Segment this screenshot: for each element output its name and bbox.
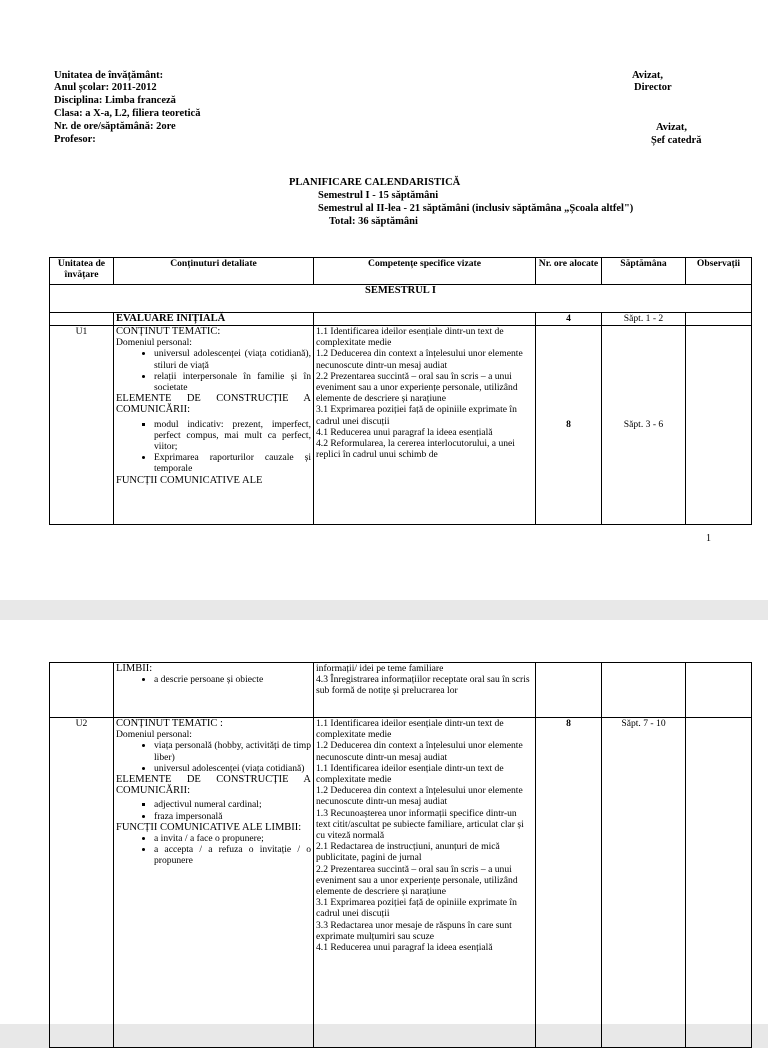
continued-row (50, 663, 752, 718)
cont-week (602, 663, 686, 718)
table-header-row (50, 258, 752, 285)
eval-unit (50, 313, 114, 326)
u1-elem-list (116, 419, 311, 453)
u2-unit: U2 (50, 718, 114, 1048)
semester-row (50, 285, 752, 313)
competence-item: 3.1 Exprimarea poziției față de opiniile exprimate în cadrul unei discuții (316, 897, 517, 920)
competence-item: 1.1 Identificarea ideilor esențiale dintr-un text de complexitate medie (316, 762, 504, 786)
u1-observations (686, 326, 752, 525)
header-school: Unitatea de învățământ: (54, 70, 164, 81)
header-sef-catedra: Șef catedră (651, 135, 702, 146)
cont-hours (536, 663, 602, 718)
u1-domeniu: Domeniul personal: (116, 337, 192, 349)
page-number: 1 (706, 533, 711, 544)
col-header-unit: Unitatea de învățare (50, 258, 114, 285)
u1-content (114, 326, 314, 525)
list-item: • universul adolescenței (viața cotidiană) (154, 763, 311, 774)
document-page-2 (0, 620, 768, 1024)
competence-item: 2.1 Redactarea de instrucțiuni, anunțuri de mică publicitate, pagini de jurnal (316, 841, 500, 864)
cont-observations (686, 663, 752, 718)
u1-hours: 8 (536, 326, 602, 525)
header-discipline: Disciplina: Limba franceză (54, 95, 176, 106)
competence-item: 3.3 Redactarea unor mesaje de răspuns în care sunt exprimate mulțumiri sau scuze (316, 919, 512, 942)
u2-elem: ELEMENTE DE CONSTRUCȚIE A COMUNICĂRII: (116, 774, 311, 797)
u2-func-list (116, 833, 311, 867)
title-semester-1: Semestrul I - 15 săptămâni (318, 190, 439, 201)
list-item: • Exprimarea raporturilor cauzale și temporale (154, 452, 311, 474)
competence-item: 4.2 Reformularea, la cererea interlocutorului, a unei replici în cadrul unui schimb de (316, 438, 515, 461)
header-year: Anul școlar: 2011-2012 (54, 82, 157, 93)
competence-item: 2.2 Prezentarea succintă – oral sau în scris – a unui eveniment sau a unor experiențe personale, utilizând elemente de descriere și narațiune (316, 863, 518, 898)
u1-func: FUNCȚII COMUNICATIVE ALE (116, 474, 263, 486)
competence-item: 4.1 Reducerea unui paragraf la ideea esențială (316, 942, 493, 954)
list-item: ▪ modul indicativ: prezent, imperfect, perfect compus, mai mult ca perfect, viitor; (154, 419, 311, 453)
header-avizat-sef: Avizat, (656, 122, 688, 133)
header-director: Director (634, 82, 672, 93)
cont-content (114, 663, 314, 718)
competence-item: 4.3 Înregistrarea informațiilor receptate oral sau în scris sub formă de notițe și prelucrarea lor (316, 674, 530, 697)
planning-table-continued (49, 662, 752, 1048)
col-header-competences: Competențe specifice vizate (314, 258, 536, 285)
u2-dom-list (116, 740, 311, 774)
header-hours: Nr. de ore/săptămână: 2ore (54, 121, 176, 132)
header-class: Clasa: a X-a, L2, filiera teoretică (54, 108, 201, 119)
u2-observations (686, 718, 752, 1048)
competence-item: 4.1 Reducerea unui paragraf la ideea esențială (316, 426, 493, 438)
cont-list (116, 674, 311, 685)
competence-item: 1.1 Identificarea ideilor esențiale dintr-un text de complexitate medie (316, 326, 504, 349)
competence-item: 1.2 Deducerea din context a înțelesului unor elemente necunoscute dintr-un mesaj audiat (316, 740, 523, 763)
header-avizat-director: Avizat, (632, 70, 664, 81)
competence-item: 1.2 Deducerea din context a înțelesului unor elemente necunoscute dintr-un mesaj audiat (316, 348, 523, 371)
cont-limbii: LIMBII: (116, 663, 153, 674)
list-item: • relații interpersonale în familie și în societate (154, 371, 311, 393)
semester-label: SEMESTRUL I (50, 285, 752, 313)
competence-item: informații/ idei pe teme familiare (316, 663, 444, 674)
eval-week: Săpt. 1 - 2 (602, 313, 686, 326)
competence-item: 2.2 Prezentarea succintă – oral sau în scris – a unui eveniment sau a unor experiențe personale, utilizând elemente de descriere și narațiune (316, 370, 518, 405)
u2-elem-list (116, 799, 311, 810)
u1-unit: U1 (50, 326, 114, 525)
u2-domeniu: Domeniul personal: (116, 729, 192, 741)
competence-item: 1.3 Recunoașterea unor informații specifice dintr-un text citit/ascultat pe subiecte familiare, articulat clar și cu viteză normală (316, 807, 524, 842)
col-header-content: Conținuturi detaliate (114, 258, 314, 285)
u2-tema: CONȚINUT TEMATIC : (116, 718, 223, 729)
u1-elem-list-2 (116, 452, 311, 474)
u2-func: FUNCȚII COMUNICATIVE ALE LIMBII: (116, 821, 302, 833)
u2-hours: 8 (536, 718, 602, 1048)
u1-elem: ELEMENTE DE CONSTRUCȚIE A COMUNICĂRII: (116, 393, 311, 416)
cont-competences (314, 663, 536, 718)
planning-table (49, 257, 752, 525)
list-item: • a invita / a face o propunere; (154, 833, 311, 844)
title-total: Total: 36 săptămâni (329, 216, 418, 227)
col-header-hours: Nr. ore alocate (536, 258, 602, 285)
u2-row (50, 718, 752, 1048)
eval-content: EVALUARE INIȚIALĂ (114, 313, 314, 326)
list-item: • universul adolescenței (viața cotidiană), stiluri de viață (154, 348, 311, 370)
header-teacher: Profesor: (54, 134, 96, 145)
list-item: ▪ adjectivul numeral cardinal; (154, 799, 311, 810)
u1-competences (314, 326, 536, 525)
title-semester-2: Semestrul al II-lea - 21 săptămâni (inclusiv săptămâna „Școala altfel") (318, 203, 634, 214)
u1-tema: CONȚINUT TEMATIC: (116, 326, 221, 337)
list-item: • a accepta / a refuza o invitație / o propunere (154, 844, 311, 866)
competence-item: 1.1 Identificarea ideilor esențiale dintr-un text de complexitate medie (316, 718, 504, 741)
list-item: • fraza impersonală (154, 811, 311, 822)
competence-item: 1.2 Deducerea din context a înțelesului unor elemente necunoscute dintr-un mesaj audiat (316, 785, 523, 808)
u1-row (50, 326, 752, 525)
competence-item: 3.1 Exprimarea poziției față de opiniile exprimate în cadrul unei discuții (316, 404, 517, 427)
eval-observations (686, 313, 752, 326)
eval-competences (314, 313, 536, 326)
u1-week: Săpt. 3 - 6 (602, 326, 686, 525)
u2-elem-list-2 (116, 811, 311, 822)
col-header-observations: Observații (686, 258, 752, 285)
eval-row (50, 313, 752, 326)
page-title: PLANIFICARE CALENDARISTICĂ (289, 177, 461, 188)
u1-dom-list (116, 348, 311, 393)
list-item: • viața personală (hobby, activități de timp liber) (154, 740, 311, 762)
u2-week: Săpt. 7 - 10 (602, 718, 686, 1048)
col-header-week: Săptămâna (602, 258, 686, 285)
eval-hours: 4 (536, 313, 602, 326)
u2-content (114, 718, 314, 1048)
u2-competences (314, 718, 536, 1048)
list-item: • a descrie persoane și obiecte (154, 674, 311, 685)
cont-unit (50, 663, 114, 718)
